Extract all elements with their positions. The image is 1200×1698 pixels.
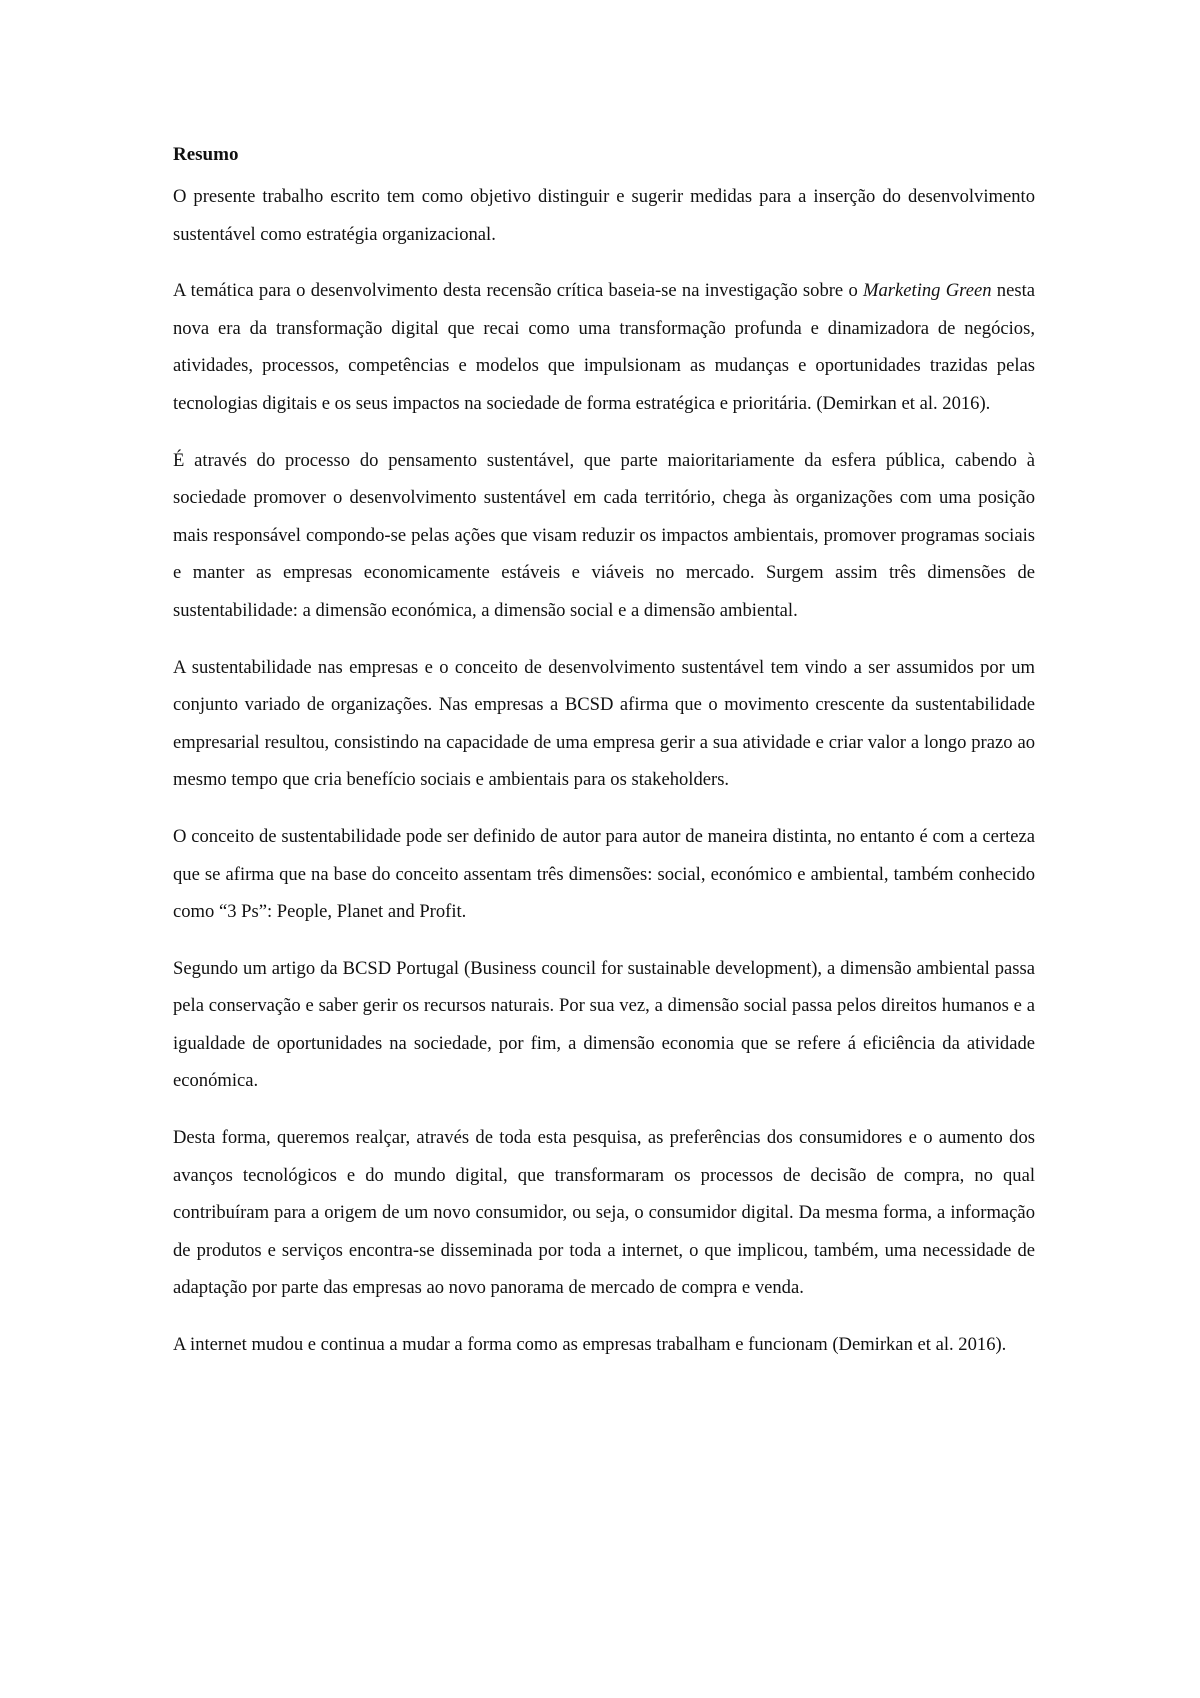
paragraph-business-sustainability: A sustentabilidade nas empresas e o conceito de desenvolvimento sustentável tem vindo a ser assumidos por um conjunto variado de organizações. Nas empresas a BCSD afirma que o movimento crescente da sustentabilidade empresarial resultou, consistindo na capacidade de uma empresa gerir a sua atividade e criar valor a longo prazo ao mesmo tempo que cria benefício sociais e ambientais para os stakeholders.	[173, 656, 1035, 791]
paragraph-bcsd-dimensions: Segundo um artigo da BCSD Portugal (Business council for sustainable development), a dimensão ambiental passa pela conservação e saber gerir os recursos naturais. Por sua vez, a dimensão social passa pelos direitos humanos e a igualdade de oportunidades na sociedade, por fim, a dimensão economia que se refere á eficiência da atividade económica.	[173, 957, 1035, 1092]
paragraph-sustainability-concept: O conceito de sustentabilidade pode ser definido de autor para autor de maneira distinta, no entanto é com a certeza que se afirma que na base do conceito assentam três dimensões: social, económico e ambiental, também conhecido como “3 Ps”: People, Planet and Profit.	[173, 825, 1035, 923]
paragraph-internet-change: A internet mudou e continua a mudar a forma como as empresas trabalham e funcionam (Demirkan et al. 2016).	[173, 1334, 1007, 1356]
paragraph-theme-intro: A temática para o desenvolvimento desta recensão crítica baseia-se na investigação sobre o	[173, 280, 858, 302]
paragraph-theme-rest: nesta nova era da transformação digital que recai como uma transformação profunda e dinamizadora de negócios, atividades, processos, competências e modelos que impulsionam as mudanças e oportunidades trazidas pelas tecnologias digitais e os seus impactos na sociedade de forma estratégica e prioritária. (Demirkan et al. 2016).	[173, 280, 1035, 414]
marketing-green-term: Marketing Green	[863, 280, 992, 302]
section-heading: Resumo	[173, 144, 239, 165]
paragraph-objective: O presente trabalho escrito tem como objetivo distinguir e sugerir medidas para a inserção do desenvolvimento sustentável como estratégia organizacional.	[173, 186, 1035, 245]
paragraph-theme	[173, 272, 1035, 422]
paragraph-digital-consumer: Desta forma, queremos realçar, através de toda esta pesquisa, as preferências dos consumidores e o aumento dos avanços tecnológicos e do mundo digital, que transformaram os processos de decisão de compra, no qual contribuíram para a origem de um novo consumidor, ou seja, o consumidor digital. Da mesma forma, a informação de produtos e serviços encontra-se disseminada por toda a internet, o que implicou, também, uma necessidade de adaptação por parte das empresas ao novo panorama de mercado de compra e venda.	[173, 1127, 1035, 1299]
paragraph-sustainable-thinking: É através do processo do pensamento sustentável, que parte maioritariamente da esfera pública, cabendo à sociedade promover o desenvolvimento sustentável em cada território, chega às organizações com uma posição mais responsável compondo-se pelas ações que visam reduzir os impactos ambientais, promover programas sociais e manter as empresas economicamente estáveis e viáveis no mercado. Surgem assim três dimensões de sustentabilidade: a dimensão económica, a dimensão social e a dimensão ambiental.	[173, 449, 1035, 621]
document-body	[173, 142, 1035, 1364]
